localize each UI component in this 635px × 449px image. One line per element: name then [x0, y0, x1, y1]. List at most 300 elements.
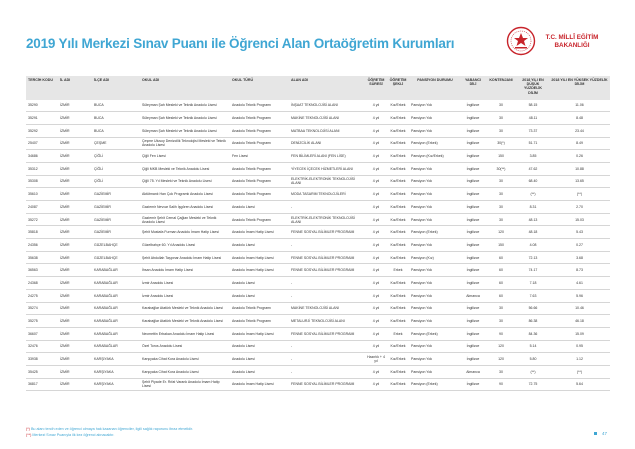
table-cell: İngilizce	[461, 175, 485, 188]
table-cell: KARABAĞLAR	[92, 277, 140, 290]
table-cell: 4 yıl	[365, 251, 387, 264]
table-cell: Pansiyon Yok	[409, 112, 461, 125]
table-header-row	[26, 76, 610, 100]
column-header: 2018 YILI EN YÜKSEK YÜZDELİK DİLİM	[549, 76, 610, 100]
table-cell: Karşıyaka Cihat Kora Anadolu Lisesi	[140, 365, 230, 378]
table-cell: 73.37	[517, 124, 549, 137]
table-cell: Fen Lisesi	[230, 150, 289, 163]
table-cell: 35425	[26, 365, 58, 378]
footnote-text: Bu alanı tercih eden ve öğrenci olmaya hak kazanan öğrenciler, ilgili sağlık raporunu ibraz etmelidir.	[30, 427, 194, 431]
table-cell: Anadolu İmam Hatip Lisesi	[230, 226, 289, 239]
table-cell: 90	[485, 327, 517, 340]
table-row	[26, 327, 610, 340]
table-cell: Kız/Erkek	[387, 226, 409, 239]
table-cell: MAKİNE TEKNOLOJİSİ ALANI	[289, 112, 365, 125]
table-cell: Erkek	[387, 327, 409, 340]
table-cell: Pansiyon Yok	[409, 188, 461, 201]
table-cell: Kız/Erkek	[387, 175, 409, 188]
ministry-name	[538, 34, 606, 50]
table-cell: FEN BİLİMLERİ ALANI (FEN LİSE)	[289, 150, 365, 163]
table-cell: Pansiyon Yok	[409, 239, 461, 252]
table-cell: 34686	[26, 150, 58, 163]
table-cell: ÇİĞLİ	[92, 150, 140, 163]
table-cell: Anadolu İmam Hatip Lisesi	[230, 327, 289, 340]
table-cell: Anadolu İmam Hatip Lisesi	[230, 251, 289, 264]
table-cell: KARŞIYAKA	[92, 353, 140, 366]
table-cell: 35312	[26, 162, 58, 175]
table-cell: 4 yıl	[365, 112, 387, 125]
table-cell: Pansiyon (Erkek)	[409, 226, 461, 239]
table-cell: 68.40	[517, 175, 549, 188]
table-cell: 48.13	[517, 213, 549, 226]
table-cell: Süleyman Şah Mesleki ve Teknik Anadolu Lisesi	[140, 112, 230, 125]
table-cell: 35638	[26, 251, 58, 264]
table-cell: 30	[485, 124, 517, 137]
footnote-2	[26, 432, 193, 438]
table-cell: 25407	[26, 137, 58, 150]
table-cell: MAKİNE TEKNOLOJİSİ ALANI	[289, 302, 365, 315]
table-cell: İngilizce	[461, 213, 485, 226]
table-cell: Özel Toros Anadolu Lisesi	[140, 340, 230, 353]
table-cell: Pansiyon Yok	[409, 315, 461, 328]
table-cell: 4 yıl	[365, 340, 387, 353]
table-cell: 30	[485, 201, 517, 214]
table-cell: Pansiyon Yok	[409, 175, 461, 188]
table-cell: 60	[485, 264, 517, 277]
table-cell: Kız/Erkek	[387, 239, 409, 252]
table-cell: Anadolu Teknik Programı	[230, 137, 289, 150]
table-cell: İZMİR	[58, 340, 92, 353]
table-cell: İngilizce	[461, 137, 485, 150]
table-cell: 4 yıl	[365, 226, 387, 239]
table-cell: İZMİR	[58, 289, 92, 302]
table-cell: KARŞIYAKA	[92, 365, 140, 378]
table-row	[26, 277, 610, 290]
table-row	[26, 201, 610, 214]
table-cell: İZMİR	[58, 277, 92, 290]
table-cell: 8.48	[549, 112, 610, 125]
table-cell: İZMİR	[58, 201, 92, 214]
table-cell: 10.46	[549, 302, 610, 315]
table-row	[26, 340, 610, 353]
table-cell: Anadolu Teknik Programı	[230, 213, 289, 226]
table-cell: Çeşme Ulusoy Denizcilik Teknolojisi Mesleki ve Teknik Anadolu Lisesi	[140, 137, 230, 150]
footnote-mark: (*)	[26, 427, 30, 431]
table-cell: Anadolu Lisesi	[230, 353, 289, 366]
table-cell: İngilizce	[461, 239, 485, 252]
table-cell: Kız/Erkek	[387, 162, 409, 175]
table-row	[26, 353, 610, 366]
table-cell: 46.18	[549, 315, 610, 328]
table-cell: 48.11	[517, 112, 549, 125]
table-cell: MATBAA TEKNOLOJİSİ ALANI	[289, 124, 365, 137]
table-cell: 56.66	[517, 302, 549, 315]
table-row	[26, 175, 610, 188]
ministry-line-1: T.C. MİLLÎ EĞİTİM	[545, 34, 599, 41]
table-cell: GAZİEMİR	[92, 213, 140, 226]
table-cell: Anadolu Teknik Programı	[230, 112, 289, 125]
table-cell: 5.80	[517, 353, 549, 366]
table-cell: İZMİR	[58, 124, 92, 137]
table-cell: Gaziemir Şehit Cemal Çağlan Mesleki ve Teknik Anadolu Lisesi	[140, 213, 230, 226]
table-cell: Kız/Erkek	[387, 201, 409, 214]
table-cell: İngilizce	[461, 302, 485, 315]
table-cell: Kız/Erkek	[387, 213, 409, 226]
table-cell: Pansiyon Yok	[409, 340, 461, 353]
table-cell: Pansiyon Yok	[409, 162, 461, 175]
table-cell: Çiğli 75. Yıl Mesleki ve Teknik Anadolu Lisesi	[140, 175, 230, 188]
table-cell: 1.12	[549, 353, 610, 366]
table-cell: 60	[485, 251, 517, 264]
table-cell: Kız/Erkek	[387, 378, 409, 391]
table-cell: ELEKTRİK-ELEKTRONİK TEKNOLOJİSİ ALANI	[289, 213, 365, 226]
table-cell: 24356	[26, 239, 58, 252]
table-cell: Anadolu Lisesi	[230, 289, 289, 302]
table-cell: BUCA	[92, 100, 140, 112]
table-cell: KARŞIYAKA	[92, 378, 140, 391]
table-cell: 10.88	[549, 162, 610, 175]
column-header: PANSİYON DURUMU	[409, 76, 461, 100]
table-cell: 24368	[26, 277, 58, 290]
table-cell: İngilizce	[461, 327, 485, 340]
table-cell: Pansiyon Yok	[409, 353, 461, 366]
table-cell: ÇİĞLİ	[92, 175, 140, 188]
table-cell: FENNE SOSYAL BİLİMLER PROGRAMI	[289, 264, 365, 277]
table-cell: Gaziemir Nevvar Salih İşgören Anadolu Lisesi	[140, 201, 230, 214]
table-cell: 0.27	[549, 239, 610, 252]
table-cell: 30	[485, 175, 517, 188]
table-cell: ÇEŞME	[92, 137, 140, 150]
table-row	[26, 378, 610, 391]
table-cell: METALURJİ TEKNOLOJİSİ ALANI	[289, 315, 365, 328]
table-cell: 74.17	[517, 264, 549, 277]
table-cell: İZMİR	[58, 188, 92, 201]
table-row	[26, 226, 610, 239]
table-cell: 35272	[26, 213, 58, 226]
column-header: KONTENJANI	[485, 76, 517, 100]
table-cell: Anadolu Teknik Programı	[230, 162, 289, 175]
table-cell: FENNE SOSYAL BİLİMLER PROGRAMI	[289, 327, 365, 340]
table-cell: 30(*)	[485, 137, 517, 150]
table-cell: Pansiyon Yok	[409, 201, 461, 214]
table-cell: Anadolu Lisesi	[230, 239, 289, 252]
table-cell: 30	[485, 365, 517, 378]
table-cell: 30	[485, 302, 517, 315]
table-cell: İZMİR	[58, 175, 92, 188]
table-cell: 120	[485, 226, 517, 239]
table-cell: 30	[485, 315, 517, 328]
table-cell: Pansiyon Yok	[409, 277, 461, 290]
table-cell: İZMİR	[58, 302, 92, 315]
table-cell: 0.26	[549, 150, 610, 163]
column-header: ALAN ADI	[289, 76, 365, 100]
table-cell: 30	[485, 188, 517, 201]
table-cell: 60	[485, 289, 517, 302]
table-cell: ELEKTRİK-ELEKTRONİK TEKNOLOJİSİ ALANI	[289, 175, 365, 188]
table-cell: İZMİR	[58, 112, 92, 125]
table-cell: 4 yıl	[365, 277, 387, 290]
table-row	[26, 124, 610, 137]
table-cell: 4 yıl	[365, 175, 387, 188]
table-cell: Şehit Abdullah Taşpınar Anadolu İmam Hatip Lisesi	[140, 251, 230, 264]
table-cell: İZMİR	[58, 315, 92, 328]
table-cell: Pansiyon Yok	[409, 264, 461, 277]
table-cell: 72.13	[517, 251, 549, 264]
column-header: İL ADI	[58, 76, 92, 100]
table-cell: Kız/Erkek	[387, 112, 409, 125]
table-cell: Karabağlar Atatürk Mesleki ve Teknik Anadolu Lisesi	[140, 302, 230, 315]
table-cell: İZMİR	[58, 327, 92, 340]
table-cell: KARABAĞLAR	[92, 340, 140, 353]
table-cell: 4 yıl	[365, 201, 387, 214]
table-cell: İngilizce	[461, 264, 485, 277]
table-cell: İngilizce	[461, 353, 485, 366]
table-cell: 90	[485, 378, 517, 391]
table-cell: İhsan Anadolu İmam Hatip Lisesi	[140, 264, 230, 277]
table-cell: 3.85	[517, 150, 549, 163]
table-row	[26, 289, 610, 302]
table-cell: Pansiyon Yok	[409, 124, 461, 137]
column-header: OKUL TÜRÜ	[230, 76, 289, 100]
table-cell: Süleyman Şah Mesleki ve Teknik Anadolu Lisesi	[140, 100, 230, 112]
table-cell: 5.96	[549, 289, 610, 302]
table-cell: 32476	[26, 340, 58, 353]
table-cell: 35275	[26, 315, 58, 328]
table-cell: Kız/Erkek	[387, 150, 409, 163]
table-cell: 51.71	[517, 137, 549, 150]
table-cell: 58.15	[517, 100, 549, 112]
table-cell: İngilizce	[461, 315, 485, 328]
table-cell: 48.18	[517, 226, 549, 239]
table-cell: 8.49	[549, 137, 610, 150]
table-cell: (**)	[517, 188, 549, 201]
table-cell: Süleyman Şah Mesleki ve Teknik Anadolu Lisesi	[140, 124, 230, 137]
table-cell: İngilizce	[461, 226, 485, 239]
table-cell: GAZİEMİR	[92, 201, 140, 214]
table-cell: 7.63	[517, 289, 549, 302]
table-cell: Kız/Erkek	[387, 251, 409, 264]
table-cell: ÇİĞLİ	[92, 162, 140, 175]
table-cell: İngilizce	[461, 378, 485, 391]
table-cell: Kız/Erkek	[387, 124, 409, 137]
table-cell: İZMİR	[58, 226, 92, 239]
table-cell: İngilizce	[461, 340, 485, 353]
table-cell: İZMİR	[58, 264, 92, 277]
table-cell: 15.03	[549, 213, 610, 226]
table-cell: İngilizce	[461, 112, 485, 125]
table-cell: 7.18	[517, 277, 549, 290]
table-cell: İzmir Anadolu Lisesi	[140, 289, 230, 302]
table-cell: 0.95	[549, 340, 610, 353]
table-cell: Kız/Erkek	[387, 315, 409, 328]
table-cell: (**)	[517, 365, 549, 378]
table-cell: İZMİR	[58, 365, 92, 378]
table-cell: FENNE SOSYAL BİLİMLER PROGRAMI	[289, 378, 365, 391]
table-cell: Anadolu Teknik Programı	[230, 302, 289, 315]
table-cell: GAZİEMİR	[92, 188, 140, 201]
table-cell: 4.61	[549, 277, 610, 290]
table-cell: (**)	[549, 188, 610, 201]
table-cell: -	[289, 365, 365, 378]
table-cell: 150	[485, 239, 517, 252]
table-cell: İZMİR	[58, 150, 92, 163]
table-cell: 36607	[26, 327, 58, 340]
table-cell: İngilizce	[461, 100, 485, 112]
table-cell: 4 yıl	[365, 137, 387, 150]
table-cell: GÜZELBAHÇE	[92, 251, 140, 264]
table-cell: 4 yıl	[365, 100, 387, 112]
table-cell: İngilizce	[461, 201, 485, 214]
table-cell: İngilizce	[461, 277, 485, 290]
table-cell: Kız/Erkek	[387, 340, 409, 353]
table-cell: (**)	[549, 365, 610, 378]
table-cell: 5.43	[549, 226, 610, 239]
table-cell: 4 yıl	[365, 378, 387, 391]
table-cell: 35610	[26, 188, 58, 201]
table-cell: FENNE SOSYAL BİLİMLER PROGRAMI	[289, 251, 365, 264]
table-cell: Pansiyon Yok	[409, 100, 461, 112]
table-cell: KARABAĞLAR	[92, 289, 140, 302]
table-cell: 4 yıl	[365, 124, 387, 137]
table-cell: Kız/Erkek	[387, 353, 409, 366]
table-cell: 35818	[26, 226, 58, 239]
table-cell: Anadolu Teknik Programı	[230, 315, 289, 328]
schools-table	[26, 76, 610, 391]
table-cell: 84.36	[517, 327, 549, 340]
table-cell: -	[289, 239, 365, 252]
table-row	[26, 112, 610, 125]
meb-emblem-icon	[506, 26, 536, 56]
table-cell: 13.65	[549, 175, 610, 188]
table-cell: 15.09	[549, 327, 610, 340]
table-cell: 4 yıl	[365, 289, 387, 302]
table-cell: Karşıyaka Cihat Kora Anadolu Lisesi	[140, 353, 230, 366]
table-cell: Anadolu Lisesi	[230, 201, 289, 214]
table-cell: GÜZELBAHÇE	[92, 239, 140, 252]
column-header: İLÇE ADI	[92, 76, 140, 100]
table-cell: Kız/Erkek	[387, 289, 409, 302]
table-cell: Kız/Erkek	[387, 188, 409, 201]
column-header: TERCİH KODU	[26, 76, 58, 100]
table-cell: 72.75	[517, 378, 549, 391]
table-cell: Pansiyon Yok	[409, 213, 461, 226]
table-cell: İZMİR	[58, 100, 92, 112]
table-cell: YİYECEK İÇECEK HİZMETLERİ ALANI	[289, 162, 365, 175]
table-cell: Pansiyon Yok	[409, 365, 461, 378]
table-cell: 24087	[26, 201, 58, 214]
table-cell: BUCA	[92, 124, 140, 137]
page-number: 47	[601, 431, 607, 436]
table-cell: 36563	[26, 264, 58, 277]
table-cell: 11.06	[549, 100, 610, 112]
table-cell: Anadolu İmam Hatip Lisesi	[230, 378, 289, 391]
table-cell: Şehit Piyade Er. Rıfat Varank Anadolu İmam Hatip Lisesi	[140, 378, 230, 391]
table-cell: Anadolu Teknik Programı	[230, 100, 289, 112]
table-cell: Anadolu Lisesi	[230, 365, 289, 378]
table-cell: 35308	[26, 175, 58, 188]
table-cell: MODA TASARIM TEKNOLOJİLERİ	[289, 188, 365, 201]
table-cell: Kız/Erkek	[387, 302, 409, 315]
table-cell: 30	[485, 112, 517, 125]
table-cell: İZMİR	[58, 137, 92, 150]
table-cell: 35292	[26, 124, 58, 137]
table-cell: 30	[485, 100, 517, 112]
table-cell: İZMİR	[58, 213, 92, 226]
table-cell: 86.38	[517, 315, 549, 328]
table-cell: GAZİEMİR	[92, 226, 140, 239]
table-cell: Kız/Erkek	[387, 137, 409, 150]
table-cell: Pansiyon (Kız)	[409, 251, 461, 264]
table-cell: KARABAĞLAR	[92, 264, 140, 277]
table-cell: 30	[485, 213, 517, 226]
table-cell: İZMİR	[58, 353, 92, 366]
footnotes	[26, 426, 193, 439]
table-cell: 36817	[26, 378, 58, 391]
table-cell: İNŞAAT TEKNOLOJİSİ ALANI	[289, 100, 365, 112]
table-row	[26, 365, 610, 378]
table-cell: Kız/Erkek	[387, 365, 409, 378]
table-row	[26, 264, 610, 277]
table-cell: Necmettin Erbakan Anadolu İmam Hatip Lisesi	[140, 327, 230, 340]
column-header: ÖĞRETİM SÜRESİ	[365, 76, 387, 100]
table-cell: 4 yıl	[365, 327, 387, 340]
table-cell: İngilizce	[461, 162, 485, 175]
table-cell: 30(**)	[485, 162, 517, 175]
table-cell: BUCA	[92, 112, 140, 125]
table-cell: Hazırlık + 4 yıl	[365, 353, 387, 366]
column-header: ÖĞRETİM ŞEKLİ	[387, 76, 409, 100]
table-cell: Karabağlar Atatürk Mesleki ve Teknik Anadolu Lisesi	[140, 315, 230, 328]
table-cell: Güzelbahçe 60. Yıl Anadolu Lisesi	[140, 239, 230, 252]
table-cell: Kız/Erkek	[387, 277, 409, 290]
table-cell: 120	[485, 340, 517, 353]
table-row	[26, 251, 610, 264]
table-cell: Anadolu İmam Hatip Lisesi	[230, 264, 289, 277]
table-cell: İZMİR	[58, 251, 92, 264]
ministry-line-2: BAKANLIĞI	[554, 42, 590, 49]
table-cell: Çiğli Fen Lisesi	[140, 150, 230, 163]
table-cell: 5.64	[549, 378, 610, 391]
table-cell: Anadolu Teknik Programı	[230, 188, 289, 201]
table-row	[26, 137, 610, 150]
table-cell: DENİZCİLİK ALANI	[289, 137, 365, 150]
table-cell: Pansiyon (Erkek)	[409, 137, 461, 150]
table-row	[26, 239, 610, 252]
table-cell: 24275	[26, 289, 58, 302]
table-cell: İngilizce	[461, 188, 485, 201]
table-cell: 4 yıl	[365, 239, 387, 252]
table-cell: 5.14	[517, 340, 549, 353]
table-cell: 4 yıl	[365, 315, 387, 328]
table-cell: İngilizce	[461, 150, 485, 163]
table-cell: 3.68	[549, 251, 610, 264]
table-cell: 4 yıl	[365, 162, 387, 175]
table-cell: 4 yıl	[365, 150, 387, 163]
table-cell: Şehit Mustafa Furman Anadolu İmam Hatip Lisesi	[140, 226, 230, 239]
table-cell: 4.08	[517, 239, 549, 252]
table-cell: Pansiyon (Kız/Erkek)	[409, 150, 461, 163]
table-cell: İZMİR	[58, 378, 92, 391]
table-cell: 150	[485, 150, 517, 163]
table-cell: 47.62	[517, 162, 549, 175]
table-cell: 120	[485, 353, 517, 366]
table-cell: -	[289, 277, 365, 290]
table-cell: Almanca	[461, 289, 485, 302]
table-cell: -	[289, 289, 365, 302]
table-cell: Pansiyon (Erkek)	[409, 378, 461, 391]
table-cell: 23.44	[549, 124, 610, 137]
table-cell: KARABAĞLAR	[92, 315, 140, 328]
